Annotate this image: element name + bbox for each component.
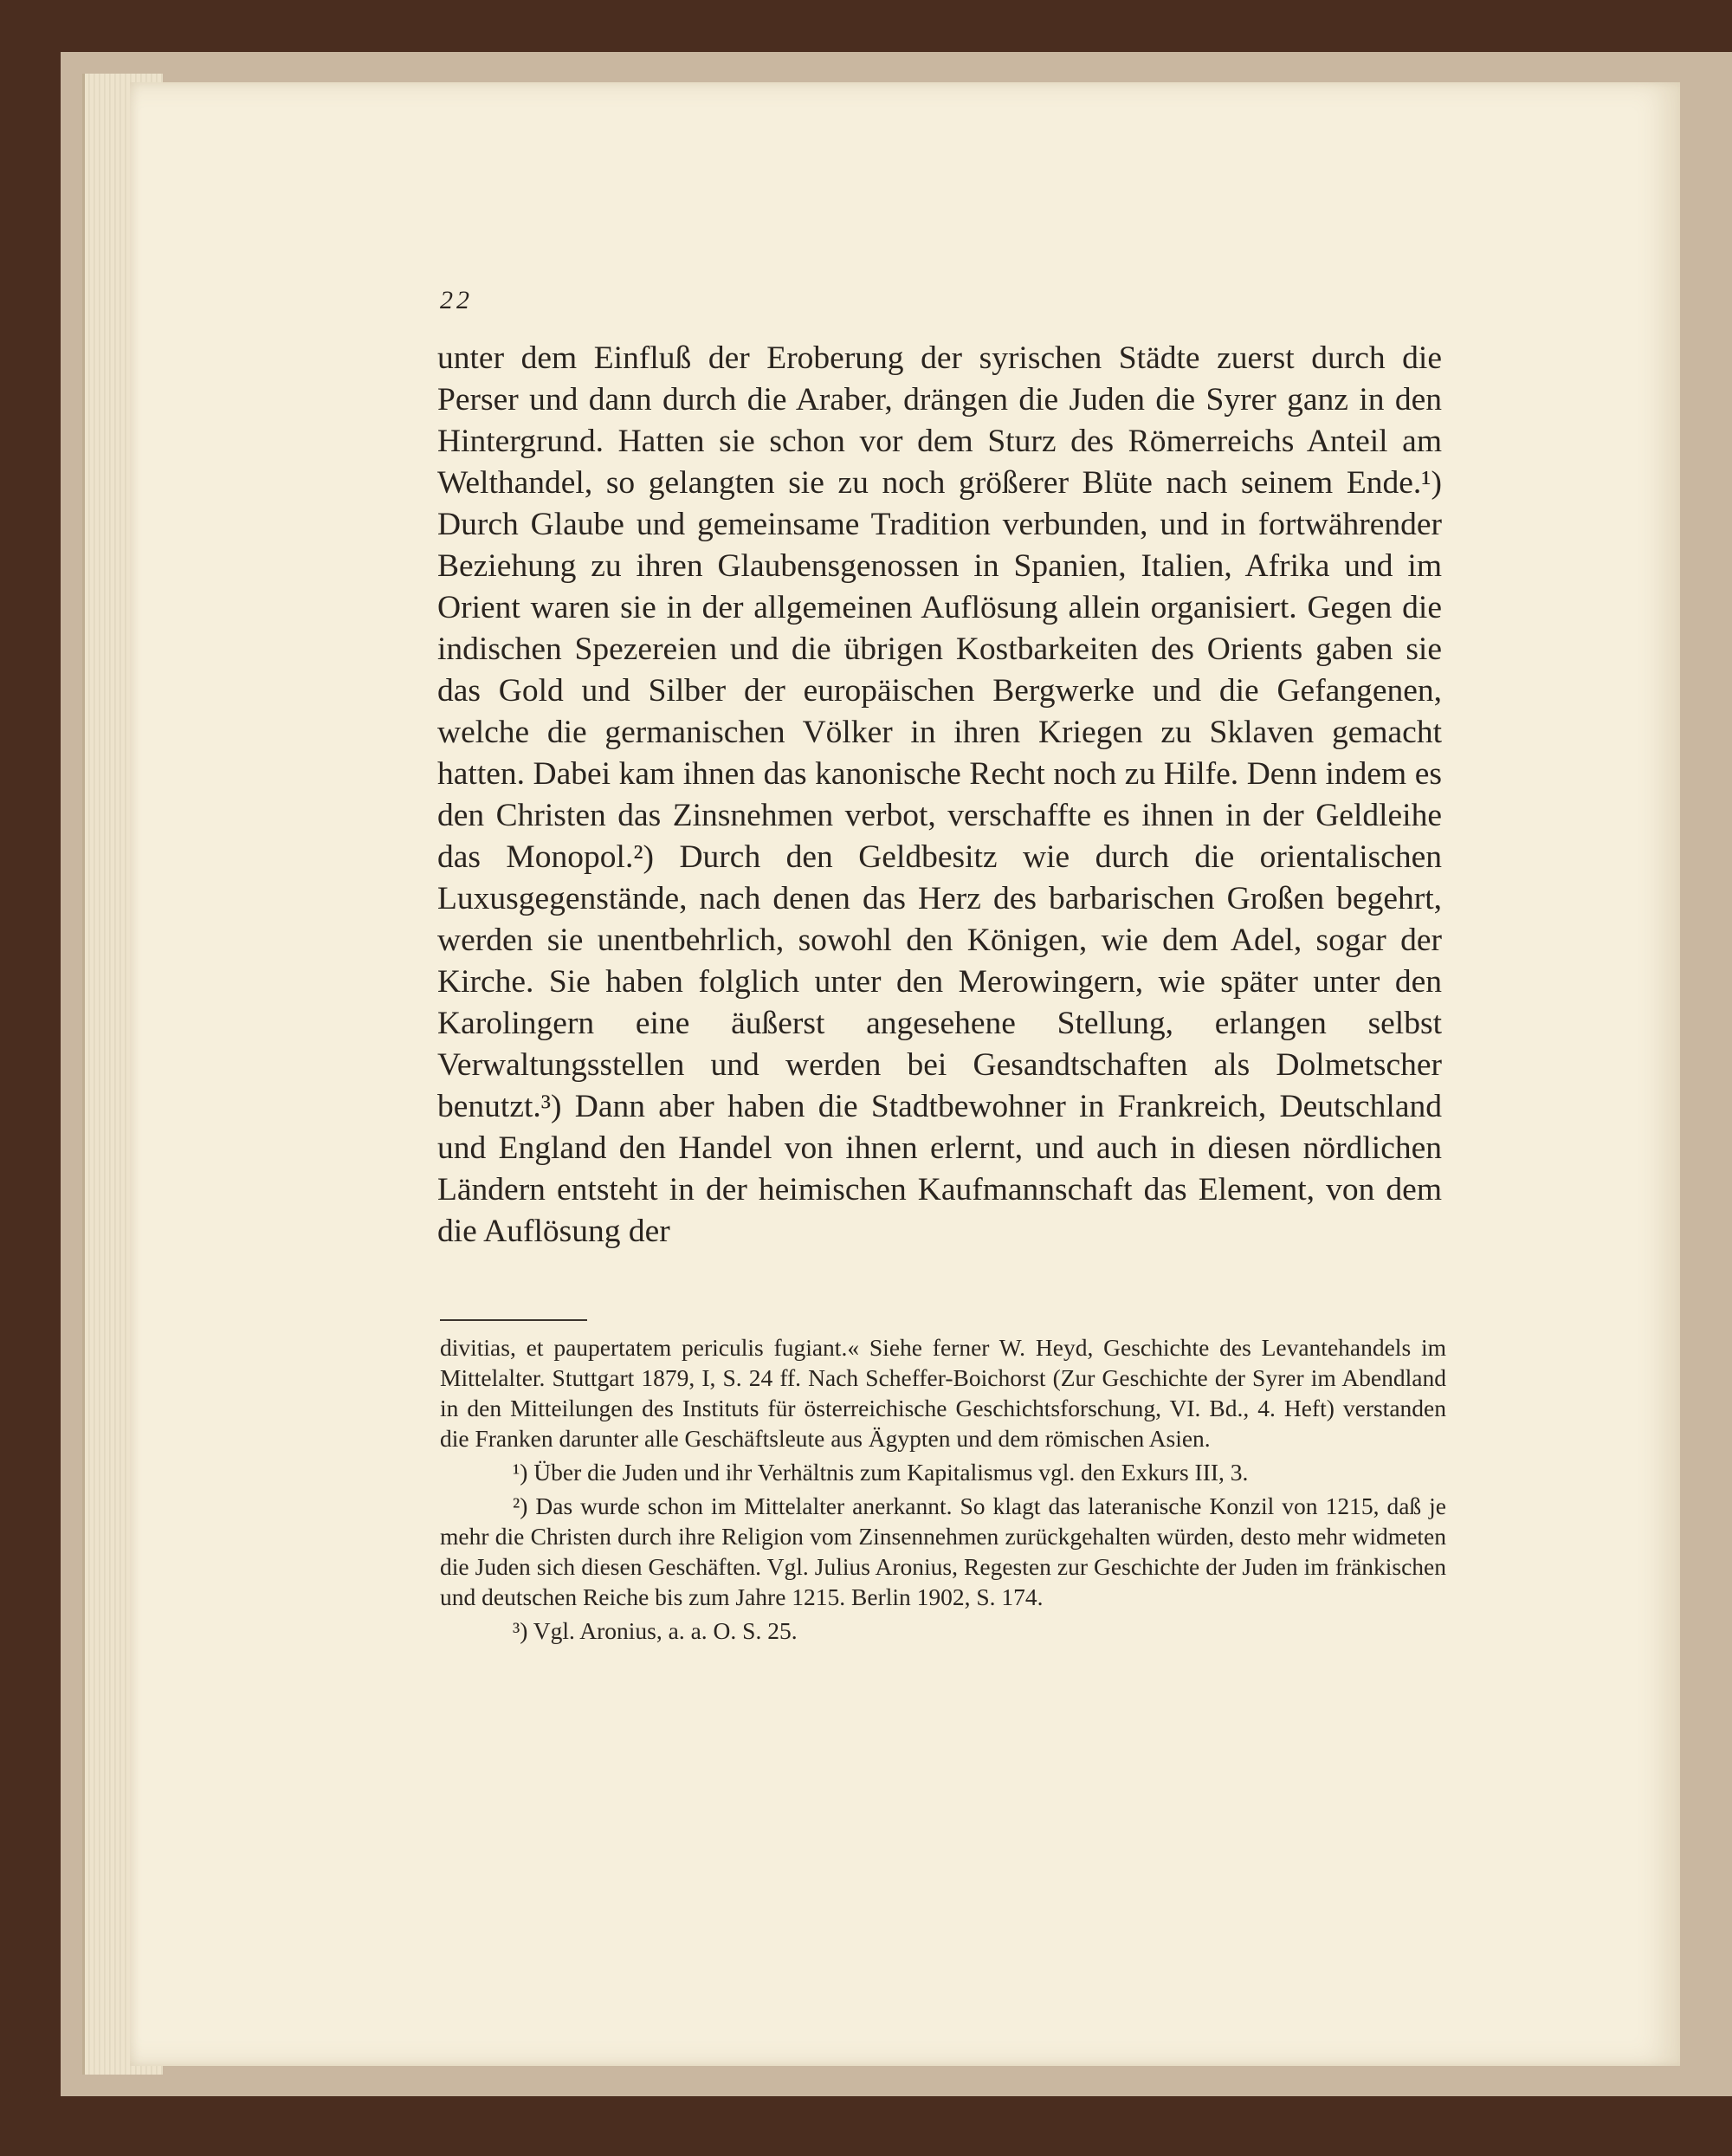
page-number: 22 <box>440 286 473 314</box>
footnote-2: ²) Das wurde schon im Mittelalter anerkannt. So klagt das lateranische Konzil von 1215, daß je mehr die Christen durch ihre Religion vom Zinsennehmen zurückgehalten würden, desto mehr widmeten die Juden sich diesen Geschäften. Vgl. Julius Aronius, Regesten zur Geschichte der Juden im fränkischen und deutschen Reiche bis zum Jahre 1215. Berlin 1902, S. 174. <box>440 1492 1446 1610</box>
footnote-1: ¹) Über die Juden und ihr Verhältnis zum Kapitalismus vgl. den Exkurs III, 3. <box>513 1459 1249 1486</box>
footnote-continuation: divitias, et paupertatem periculis fugiant.« Siehe ferner W. Heyd, Geschichte des Levantehandels im Mittelalter. Stuttgart 1879, I, S. 24 ff. Nach Scheffer-Boichorst (Zur Geschichte der Syrer im Abendland in den Mitteilungen des Instituts für österreichische Geschichtsforschung, VI. Bd., 4. Heft) verstanden die Franken darunter alle Geschäftsleute aus Ägypten und dem römischen Asien. <box>440 1334 1446 1452</box>
main-text <box>437 338 1442 1253</box>
footnote-separator <box>440 1319 587 1321</box>
main-paragraph: unter dem Einfluß der Eroberung der syrischen Städte zuerst durch die Perser und dann durch die Araber, drängen die Juden die Syrer ganz in den Hintergrund. Hatten sie schon vor dem Sturz des Römerreichs Anteil am Welthandel, so gelangten sie zu noch größerer Blüte nach seinem Ende.¹) Durch Glaube und gemeinsame Tradition verbunden, und in fortwährender Beziehung zu ihren Glaubensgenossen in Spanien, Italien, Afrika und im Orient waren sie in der allgemeinen Auflösung allein organisiert. Gegen die indischen Spezereien und die übrigen Kostbarkeiten des Orients gaben sie das Gold und Silber der europäischen Bergwerke und die Gefangenen, welche die germanischen Völker in ihren Kriegen zu Sklaven gemacht hatten. Dabei kam ihnen das kanonische Recht noch zu Hilfe. Denn indem es den Christen das Zinsnehmen verbot, verschaffte es ihnen in der Geldleihe das Monopol.²) Durch den Geldbesitz wie durch die orientalischen Luxusgegenstände, nach denen das Herz des barbarischen Großen begehrt, werden sie unentbehrlich, sowohl den Königen, wie dem Adel, sogar der Kirche. Sie haben folglich unter den Merowingern, wie später unter den Karolingern eine äußerst angesehene Stellung, erlangen selbst Verwaltungsstellen und werden bei Gesandtschaften als Dolmetscher benutzt.³) Dann aber haben die Stadtbewohner in Frankreich, Deutschland und England den Handel von ihnen erlernt, und auch in diesen nördlichen Ländern entsteht in der heimischen Kaufmannschaft das Element, von dem die Auflösung der <box>437 340 1442 1249</box>
footnote-3: ³) Vgl. Aronius, a. a. O. S. 25. <box>513 1617 798 1644</box>
footnotes <box>440 1332 1446 1646</box>
